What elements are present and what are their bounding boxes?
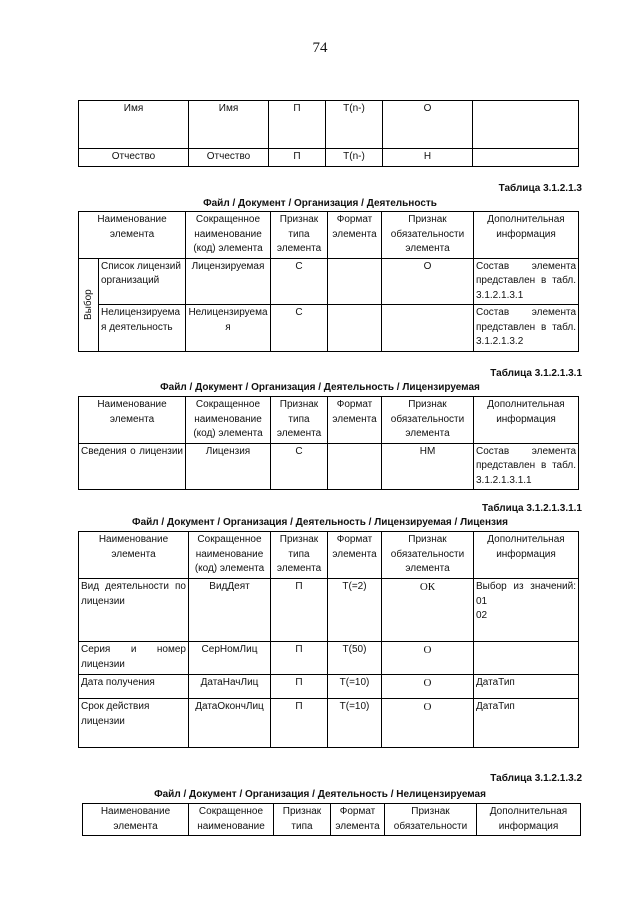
cell-name: Нелицензируемая деятельность: [99, 305, 186, 352]
cell-code: ДатаНачЛиц: [189, 675, 271, 699]
cell-format: T(n-): [326, 101, 383, 149]
header-row: [79, 397, 579, 444]
cell-name: Имя: [79, 101, 189, 149]
cell-name: Дата получения: [79, 675, 189, 699]
value-item: 02: [476, 610, 488, 621]
header-info: Дополнительная информация: [474, 212, 579, 259]
table-title: Таблица 3.1.2.1.3.1: [490, 368, 582, 379]
header-name: Наименование элемента: [79, 532, 189, 579]
cell-code: Лицензия: [186, 443, 271, 490]
cell-info: [474, 579, 579, 642]
table-row: [79, 258, 579, 305]
cell-type: С: [271, 258, 328, 305]
table-path: Файл / Документ / Организация / Деятельность / Лицензируемая: [160, 382, 480, 393]
cell-format: [328, 443, 382, 490]
table-path: Файл / Документ / Организация / Деятельность / Лицензируемая / Лицензия: [132, 517, 508, 528]
table-row: [79, 443, 579, 490]
cell-required: Н: [383, 149, 473, 167]
cell-name: Отчество: [79, 149, 189, 167]
table-row: [79, 101, 579, 149]
table-path: Файл / Документ / Организация / Деятельность: [203, 198, 437, 209]
table-row: [79, 305, 579, 352]
table-row: [79, 675, 579, 699]
table-row: [79, 642, 579, 675]
header-row: [79, 212, 579, 259]
cell-format: T(=10): [328, 699, 382, 748]
licensed-table: [78, 396, 579, 490]
table-row: [79, 699, 579, 748]
cell-name: Вид деятельности по лицензии: [79, 579, 189, 642]
cell-name: Список лицензий организаций: [99, 258, 186, 305]
cell-code: ВидДеят: [189, 579, 271, 642]
header-format: Формат элемента: [328, 532, 382, 579]
header-code: Сокращенное наименование (код) элемента: [189, 532, 271, 579]
cell-format: T(=2): [328, 579, 382, 642]
info-text: Выбор из значений:: [476, 581, 576, 592]
header-row: [79, 532, 579, 579]
choice-group-label: Выбор: [79, 258, 99, 351]
cell-format: [328, 305, 382, 352]
header-info: Дополнительная информация: [474, 397, 579, 444]
table-title: Таблица 3.1.2.1.3.2: [490, 773, 582, 784]
value-item: 01: [476, 595, 488, 607]
header-name: Наименование элемента: [83, 804, 189, 836]
header-name: Наименование элемента: [79, 397, 186, 444]
header-required: Признак обязательности элемента: [382, 212, 474, 259]
cell-info: ДатаТип: [474, 699, 579, 748]
header-required: Признак обязательности элемента: [382, 397, 474, 444]
header-required: Признак обязательности элемента: [382, 532, 474, 579]
header-code: Сокращенное наименование (код) элемента: [186, 212, 271, 259]
cell-type: П: [271, 699, 328, 748]
cell-type: П: [271, 642, 328, 675]
table-row: [79, 579, 579, 642]
cell-type: П: [271, 579, 328, 642]
cell-info: [473, 101, 579, 149]
cell-code: Отчество: [189, 149, 269, 167]
table-path: Файл / Документ / Организация / Деятельность / Нелицензируемая: [154, 789, 486, 800]
cell-format: T(50): [328, 642, 382, 675]
cell-required: [382, 305, 474, 352]
header-type: Признак типа элемента: [271, 212, 328, 259]
header-format: Формат элемента: [331, 804, 385, 836]
cell-code: ДатаОкончЛиц: [189, 699, 271, 748]
cell-type: П: [269, 101, 326, 149]
cell-info: [474, 642, 579, 675]
header-name: Наименование элемента: [79, 212, 186, 259]
cell-info: Состав элемента представлен в табл. 3.1.2.1.3.1: [474, 258, 579, 305]
header-code: Сокращенное наименование: [189, 804, 274, 836]
table-row: [79, 149, 579, 167]
cell-name: Срок действия лицензии: [79, 699, 189, 748]
cell-code: СерНомЛиц: [189, 642, 271, 675]
cell-format: [328, 258, 382, 305]
header-required: Признак обязательности: [385, 804, 477, 836]
header-format: Формат элемента: [328, 212, 382, 259]
cell-required: НМ: [382, 443, 474, 490]
cell-type: С: [271, 305, 328, 352]
cell-required: О: [382, 642, 474, 675]
header-type: Признак типа элемента: [271, 397, 328, 444]
cell-required: О: [382, 258, 474, 305]
cell-info: ДатаТип: [474, 675, 579, 699]
cell-info: [473, 149, 579, 167]
cell-code: Имя: [189, 101, 269, 149]
header-info: Дополнительная информация: [474, 532, 579, 579]
cell-info: Состав элемента представлен в табл. 3.1.2.1.3.1.1: [474, 443, 579, 490]
cell-info: Состав элемента представлен в табл. 3.1.2.1.3.2: [474, 305, 579, 352]
page-number: 74: [312, 40, 328, 56]
cell-code: Лицензируемая: [186, 258, 271, 305]
cell-format: T(n-): [326, 149, 383, 167]
cell-required: О: [382, 675, 474, 699]
header-type: Признак типа: [274, 804, 331, 836]
header-code: Сокращенное наименование (код) элемента: [186, 397, 271, 444]
continuation-table: [78, 100, 579, 167]
cell-type: П: [271, 675, 328, 699]
cell-required: О: [382, 699, 474, 748]
header-info: Дополнительная информация: [477, 804, 581, 836]
table-title: Таблица 3.1.2.1.3: [498, 183, 582, 194]
cell-required: ОК: [382, 579, 474, 642]
cell-format: T(=10): [328, 675, 382, 699]
header-type: Признак типа элемента: [271, 532, 328, 579]
cell-type: П: [269, 149, 326, 167]
cell-type: С: [271, 443, 328, 490]
header-row: [83, 804, 581, 836]
license-table: [78, 531, 579, 748]
cell-code: Нелицензируемая: [186, 305, 271, 352]
cell-name: Сведения о лицензии: [79, 443, 186, 490]
unlicensed-table: [82, 803, 581, 836]
cell-required: О: [383, 101, 473, 149]
activity-table: [78, 211, 579, 352]
header-format: Формат элемента: [328, 397, 382, 444]
table-title: Таблица 3.1.2.1.3.1.1: [481, 503, 582, 514]
cell-name: Серия и номер лицензии: [79, 642, 189, 675]
